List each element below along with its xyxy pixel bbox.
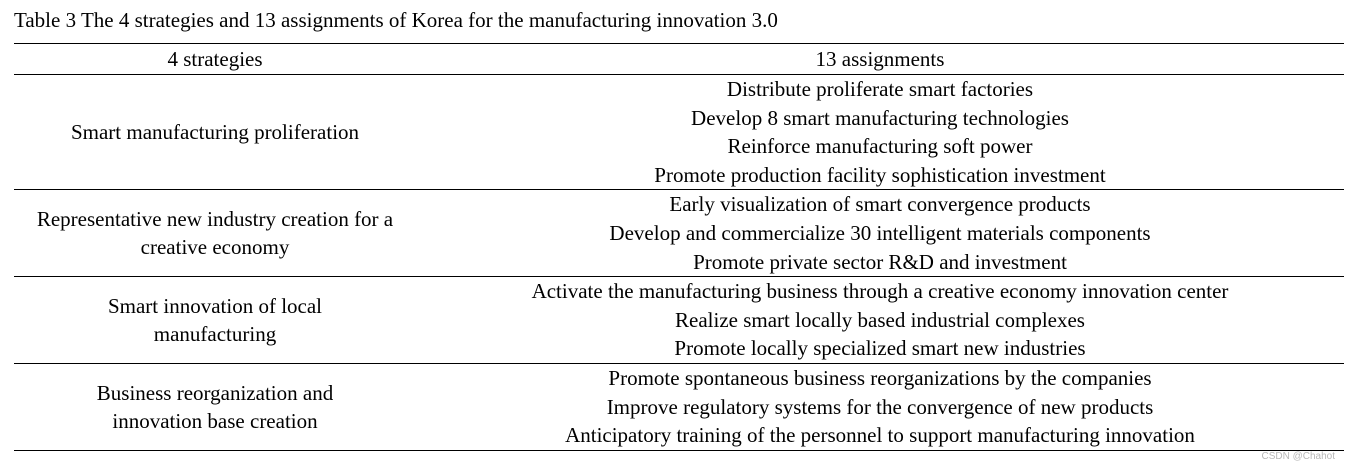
assignment-item: Activate the manufacturing business through a creative economy innovation center [531,279,1229,304]
header-row [14,44,1344,75]
assignment-item: Promote production facility sophistication investment [654,162,1106,187]
watermark: CSDN @Chahot [1261,451,1335,462]
strategy-cell [14,277,416,364]
strategy-label: Representative new industry creation for a creative economy [36,207,394,260]
assignment-item: Distribute proliferate smart factories [726,77,1034,101]
strategy-label: Smart innovation of local manufacturing [107,294,323,347]
strategy-cell [14,363,416,450]
assignments-cell [416,190,1344,277]
strategy-cell [14,75,416,190]
header-strategies: 4 strategies [14,44,416,75]
table-caption: Table 3 The 4 strategies and 13 assignments of Korea for the manufacturing innovation 3.0 [14,8,778,32]
assignment-item: Develop 8 smart manufacturing technologies [691,105,1069,130]
assignment-item: Promote spontaneous business reorganizations by the companies [608,365,1152,390]
assignment-item: Improve regulatory systems for the convergence of new products [606,394,1154,419]
table-row [14,277,1344,364]
assignment-item: Reinforce manufacturing soft power [727,134,1033,159]
strategy-label: Smart manufacturing proliferation [70,120,360,145]
table-row [14,190,1344,277]
assignment-item: Develop and commercialize 30 intelligent materials components [609,220,1151,245]
assignment-item: Realize smart locally based industrial complexes [675,307,1085,332]
assignments-cell [416,277,1344,364]
assignment-item: Promote private sector R&D and investment [693,249,1067,274]
table-row [14,75,1344,190]
table-row [14,363,1344,450]
assignments-cell [416,363,1344,450]
assignment-item: Anticipatory training of the personnel to support manufacturing innovation [565,423,1195,448]
assignment-item: Promote locally specialized smart new industries [674,336,1086,361]
strategy-cell [14,190,416,277]
assignments-cell [416,75,1344,190]
strategy-label: Business reorganization and innovation base creation [96,380,334,433]
assignment-item: Early visualization of smart convergence products [669,192,1091,217]
strategies-table [14,43,1344,451]
header-assignments: 13 assignments [416,44,1344,75]
